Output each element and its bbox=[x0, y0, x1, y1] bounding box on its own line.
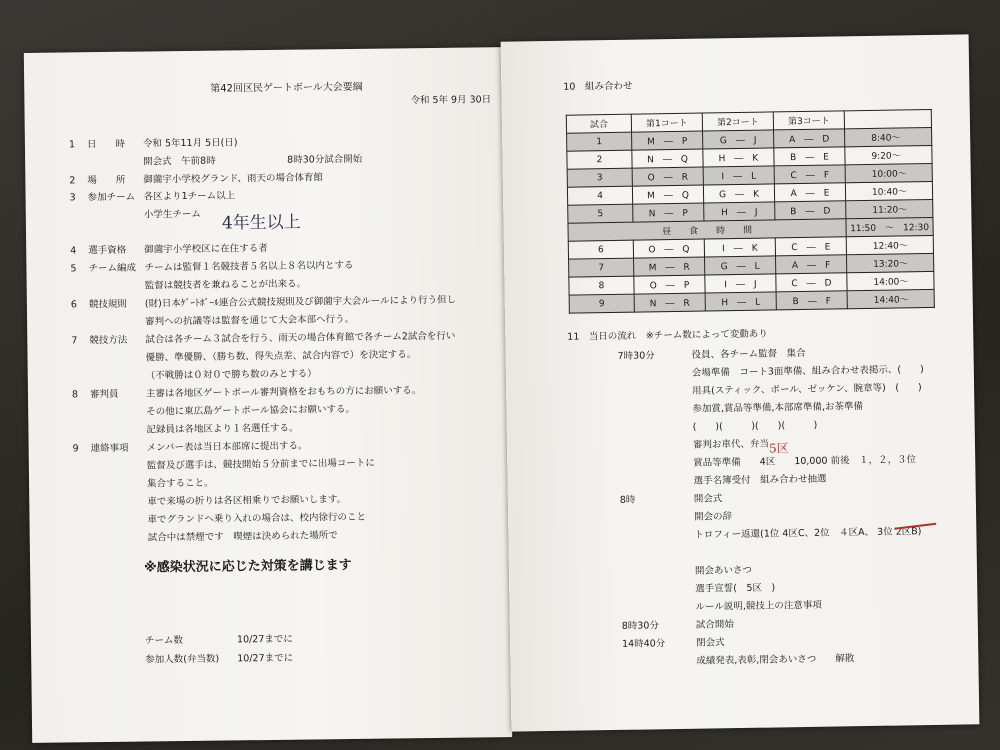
item-label: 競技方法 bbox=[89, 334, 128, 347]
match-time: 14:40～ bbox=[847, 289, 934, 308]
column-header: 試合 bbox=[566, 114, 631, 133]
item-label: 日 時 bbox=[86, 138, 126, 151]
flow-item: 会場準備 コート3面準備、組み合わせ表掲示、( ) bbox=[691, 364, 924, 379]
column-header: 第1コート bbox=[631, 113, 702, 132]
section-11-heading: 11 当日の流れ ※チーム数によって変動あり bbox=[567, 328, 768, 343]
match-number: 7 bbox=[569, 258, 634, 277]
item-number: 6 bbox=[70, 299, 77, 311]
match-pairing: C ― E bbox=[775, 237, 846, 256]
item-text: その他に東広島ゲートボール協会にお願いする。 bbox=[146, 403, 356, 418]
item-extra: 8時30分試合開始 bbox=[287, 153, 363, 166]
flow-item: ( )( )( )( ) bbox=[692, 419, 818, 433]
match-time: 10:40～ bbox=[845, 181, 932, 200]
item-label: 連絡事項 bbox=[90, 442, 129, 455]
item-number: 8 bbox=[71, 389, 79, 401]
match-time: 14:00～ bbox=[847, 271, 934, 290]
match-pairing: M ― Q bbox=[632, 185, 703, 204]
match-pairing: O ― P bbox=[634, 275, 705, 294]
match-table bbox=[566, 109, 935, 314]
left-page bbox=[24, 47, 512, 743]
column-header: 第2コート bbox=[702, 112, 773, 131]
item-label: チーム編成 bbox=[88, 262, 137, 275]
flow-time: 7時30分 bbox=[617, 350, 655, 362]
match-time: 8:40～ bbox=[845, 127, 932, 146]
match-pairing: I ― J bbox=[705, 274, 776, 293]
flow-item: トロフィー返還(1位 4区C、2位 ４区A、 3位 2区B) bbox=[694, 526, 922, 541]
match-pairing: M ― R bbox=[634, 257, 705, 276]
item-text: 開会式 午前8時 bbox=[143, 155, 216, 168]
handwritten-ku: 5区 bbox=[768, 441, 789, 456]
item-text: 試合は各チーム３試合を行う、雨天の場合体育館で各チーム2試合を行い bbox=[145, 330, 456, 346]
item-text: メンバー表は当日本部席に提出する。 bbox=[146, 440, 308, 454]
flow-item: 開会あいさつ bbox=[694, 564, 753, 577]
column-header bbox=[844, 109, 931, 128]
match-pairing: N ― P bbox=[633, 203, 704, 222]
flow-item: 用具(スティック、ボール、ゼッケン、腕章等) ( ) bbox=[692, 382, 922, 397]
match-pairing: I ― K bbox=[704, 238, 775, 257]
flow-item: 開会の辞 bbox=[694, 511, 733, 523]
section-10-heading: 10 組み合わせ bbox=[563, 80, 633, 93]
match-pairing: C ― D bbox=[776, 273, 847, 292]
flow-item: 試合開始 bbox=[695, 619, 734, 631]
match-pairing: A ― D bbox=[774, 129, 845, 148]
match-pairing: C ― F bbox=[774, 165, 845, 184]
item-text: 各区より1チーム以上 bbox=[143, 190, 236, 203]
right-page bbox=[501, 34, 980, 731]
item-text: 令和 5年11月 5日(日) bbox=[142, 137, 238, 150]
item-text: 優勝、準優勝、（勝ち数、得失点差、試合内容で）を決定する。 bbox=[145, 349, 417, 364]
flow-item: 役員、各チーム監督 集合 bbox=[691, 347, 806, 361]
item-text: 車で来場の折りは各区相乗りでお願いします。 bbox=[147, 494, 347, 508]
match-number: 4 bbox=[567, 186, 632, 205]
match-number: 9 bbox=[569, 294, 634, 313]
item-text: チームは監督１名競技者５名以上８名以内とする bbox=[144, 259, 354, 274]
item-text: 審判への抗議等は監督を通じて大会本部へ行う。 bbox=[145, 313, 355, 328]
match-pairing: H ― K bbox=[703, 148, 774, 167]
match-time: 13:20～ bbox=[846, 253, 933, 272]
item-label: 場 所 bbox=[87, 174, 126, 187]
match-number: 8 bbox=[569, 276, 634, 295]
match-pairing: G ― K bbox=[703, 184, 774, 203]
match-pairing: H ― J bbox=[704, 202, 775, 221]
column-header: 第3コート bbox=[773, 111, 844, 130]
match-time: 12:40～ bbox=[846, 235, 933, 254]
match-pairing: B ― D bbox=[775, 201, 846, 220]
deadline-people-value: 10/27までに bbox=[237, 652, 294, 665]
item-text: 集合すること。 bbox=[147, 477, 214, 490]
item-label: 選手資格 bbox=[88, 244, 127, 257]
match-pairing: G ― J bbox=[703, 130, 774, 149]
match-number: 2 bbox=[567, 150, 632, 169]
match-time: 9:20～ bbox=[845, 145, 932, 164]
deadline-team-value: 10/27までに bbox=[236, 633, 293, 646]
flow-time: 8時30分 bbox=[621, 620, 660, 632]
item-number: 5 bbox=[70, 263, 77, 275]
match-pairing: O ― R bbox=[632, 167, 703, 186]
item-text: 御薗宇小学校区に在住する者 bbox=[144, 242, 268, 256]
item-number: 3 bbox=[69, 192, 76, 204]
item-label: 参加チーム bbox=[87, 191, 136, 204]
match-pairing: B ― F bbox=[776, 291, 847, 310]
flow-time: 14時40分 bbox=[622, 638, 666, 650]
handwritten-note: 4年生以上 bbox=[221, 212, 301, 234]
match-pairing: O ― Q bbox=[633, 239, 704, 258]
item-text: 監督及び選手は、競技開始５分前までに出場コートに bbox=[146, 457, 375, 472]
flow-item: 選手宣誓( 5区 ) bbox=[695, 582, 776, 595]
item-text: 御薗宇小学校グランド、雨天の場合体育館 bbox=[143, 172, 324, 186]
match-time: 10:00～ bbox=[845, 163, 932, 182]
flow-item: 審判お車代、弁当 bbox=[692, 438, 770, 451]
flow-item: 選手名簿受付 組み合わせ抽選 bbox=[693, 473, 827, 487]
match-number: 5 bbox=[568, 204, 633, 223]
match-pairing: B ― E bbox=[774, 147, 845, 166]
match-pairing: M ― P bbox=[632, 131, 703, 150]
match-time: 11:20～ bbox=[846, 199, 933, 218]
flow-item: 参加賞,賞品等準備,本部席準備,お茶準備 bbox=[692, 401, 864, 415]
document-date: 令和 5年 9月 30日 bbox=[410, 94, 492, 107]
item-label: 競技規則 bbox=[88, 298, 127, 311]
item-number: 4 bbox=[70, 245, 77, 257]
item-text: 主審は各地区ゲートボール審判資格をおもちの方にお願いする。 bbox=[145, 385, 422, 400]
item-number: 7 bbox=[71, 335, 78, 347]
item-number: 1 bbox=[68, 139, 76, 151]
match-pairing: I ― L bbox=[703, 166, 774, 185]
match-pairing: N ― R bbox=[634, 293, 705, 312]
match-pairing: H ― L bbox=[705, 292, 776, 311]
lunch-time: 11:50 ～ 12:30 bbox=[846, 217, 933, 236]
match-pairing: G ― L bbox=[705, 256, 776, 275]
match-pairing: A ― E bbox=[774, 183, 845, 202]
item-text: 車でグランドへ乗り入れの場合は、校内徐行のこと bbox=[147, 511, 367, 526]
flow-item: 開会式 bbox=[693, 493, 723, 505]
item-text: 記録員は各地区より１名選任する。 bbox=[146, 422, 299, 436]
match-number: 1 bbox=[567, 132, 632, 151]
match-pairing: A ― F bbox=[776, 255, 847, 274]
flow-item: ルール説明,競技上の注意事項 bbox=[695, 599, 822, 613]
flow-time: 8時 bbox=[619, 494, 636, 506]
item-text: 試合中は禁煙です 喫煙は決められた場所で bbox=[147, 530, 338, 544]
item-text: 小学生チーム bbox=[143, 208, 201, 221]
flow-item: 賞品等準備 4区 10,000 前後 １，２，３位 bbox=[693, 454, 917, 469]
lunch-label: 昼 食 時 間 bbox=[568, 219, 846, 241]
deadline-people-label: 参加人数(弁当数) bbox=[145, 653, 220, 666]
item-text: (財)日本ｹﾞｰﾄﾎﾞｰﾙ連合公式競技規則及び御薗宇大会ルールにより行う但し bbox=[144, 294, 457, 310]
flow-item: 閉会式 bbox=[695, 637, 725, 649]
covid-notice: ※感染状況に応じた対策を講じます bbox=[144, 557, 352, 576]
item-number: 2 bbox=[69, 175, 76, 187]
flow-item: 成績発表,表彰,閉会あいさつ 解散 bbox=[696, 653, 855, 667]
match-pairing: N ― Q bbox=[632, 149, 703, 168]
item-number: 9 bbox=[72, 443, 79, 455]
match-number: 3 bbox=[567, 168, 632, 187]
item-text: 監督は競技者を兼ねることが出来る。 bbox=[144, 278, 307, 292]
item-label: 審判員 bbox=[89, 388, 119, 401]
item-text: （不戦勝は０対０で勝ち数のみとする） bbox=[145, 368, 317, 382]
document-title: 第42回区民ゲートボール大会要綱 bbox=[210, 81, 363, 95]
deadline-team-label: チーム数 bbox=[144, 635, 184, 647]
match-number: 6 bbox=[568, 240, 633, 259]
